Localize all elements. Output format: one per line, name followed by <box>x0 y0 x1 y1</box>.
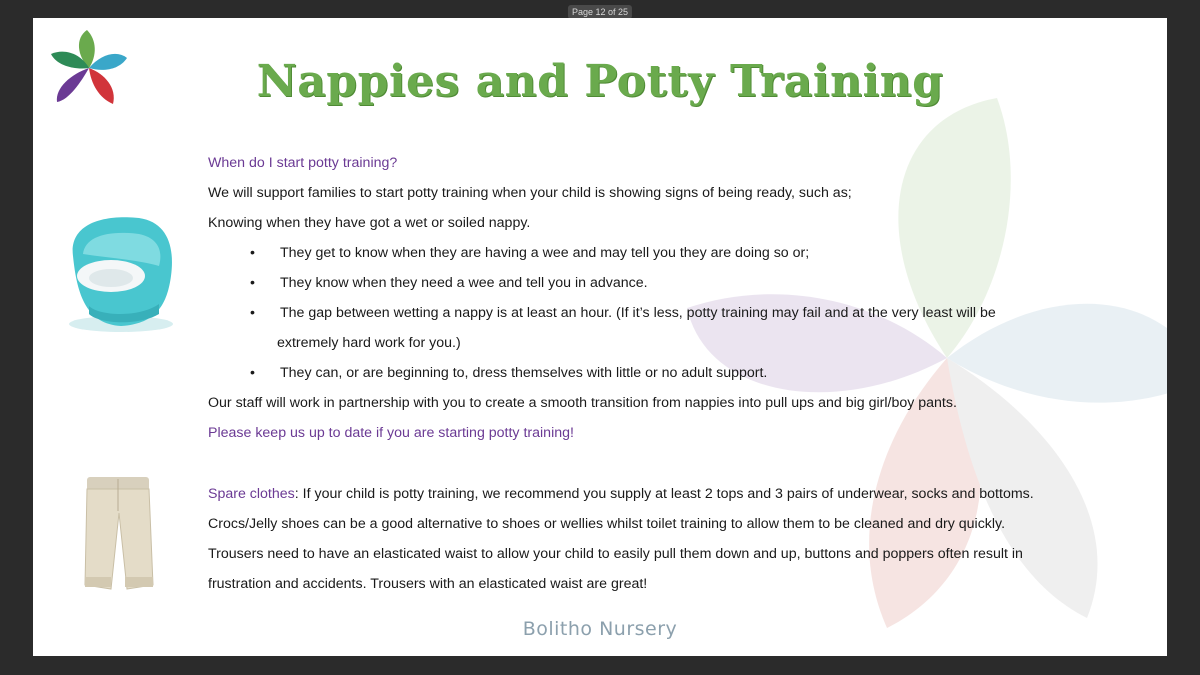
intro-text: We will support families to start potty training when your child is showing signs of being ready, such as; <box>208 185 852 201</box>
bullet-icon: • <box>250 365 255 381</box>
bullet-icon: • <box>250 245 255 261</box>
bullet-icon: • <box>250 275 255 291</box>
list-item <box>208 238 1138 268</box>
bullet-text: They get to know when they are having a wee and may tell you they are doing so or; <box>280 245 810 261</box>
potty-image <box>59 196 181 336</box>
trousers-image <box>77 473 159 595</box>
slide <box>33 18 1167 656</box>
keep-updated-text: Please keep us up to date if you are starting potty training! <box>208 425 574 441</box>
spare-clothes-label: Spare clothes <box>208 486 295 502</box>
bullet-continuation: extremely hard work for you.) <box>277 335 461 351</box>
list-item <box>208 298 1138 328</box>
slide-title: Nappies and Potty Training <box>256 56 944 107</box>
trousers-text-1: Trousers need to have an elasticated waist to allow your child to easily pull them down and up, buttons and poppers often result in <box>208 546 1023 562</box>
spare-clothes-body: : If your child is potty training, we recommend you supply at least 2 tops and 3 pairs of underwear, socks and bottoms. <box>294 486 1034 502</box>
sign-first: Knowing when they have got a wet or soiled nappy. <box>208 215 531 231</box>
bullet-text: They can, or are beginning to, dress themselves with little or no adult support. <box>280 365 768 381</box>
trousers-text-2: frustration and accidents. Trousers with an elasticated waist are great! <box>208 576 648 592</box>
bullet-icon: • <box>250 305 255 321</box>
bullet-text: The gap between wetting a nappy is at least an hour. (If it’s less, potty training may fail and at the very least will be <box>280 305 996 321</box>
bullet-text: They know when they need a wee and tell you in advance. <box>280 275 648 291</box>
list-item <box>208 268 1138 298</box>
partnership-text: Our staff will work in partnership with you to create a smooth transition from nappies into pull ups and big girl/boy pants. <box>208 395 957 411</box>
page-indicator: Page 12 of 25 <box>568 5 632 19</box>
spacer <box>208 448 1138 479</box>
footer-brand: Bolitho Nursery <box>522 618 678 640</box>
list-item <box>208 358 1138 388</box>
section-heading: When do I start potty training? <box>208 155 398 171</box>
spare-clothes-text <box>208 479 1138 509</box>
crocs-text: Crocs/Jelly shoes can be a good alternative to shoes or wellies whilst toilet training to allow them to be cleaned and dry quickly. <box>208 516 1006 532</box>
slide-content <box>208 148 1138 599</box>
